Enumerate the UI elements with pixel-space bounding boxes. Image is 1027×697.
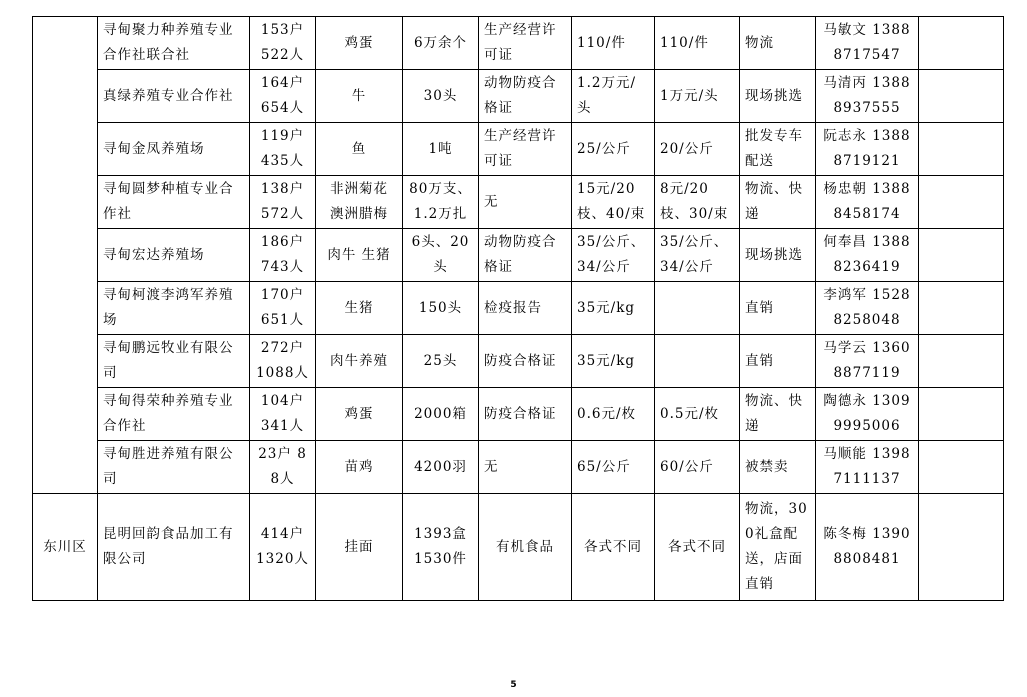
table-row — [33, 123, 1004, 176]
name-cell: 寻甸金凤养殖场 — [98, 123, 250, 176]
contact-cell: 陈冬梅 13908808481 — [816, 494, 919, 601]
price1-cell: 1.2万元/头 — [572, 70, 655, 123]
table-row — [33, 17, 1004, 70]
households-cell: 119户 435人 — [250, 123, 316, 176]
name-cell: 寻甸鹏远牧业有限公司 — [98, 335, 250, 388]
channel-cell: 直销 — [740, 282, 816, 335]
contact-cell: 阮志永 13888719121 — [816, 123, 919, 176]
channel-cell: 被禁卖 — [740, 441, 816, 494]
price1-cell: 25/公斤 — [572, 123, 655, 176]
note-cell — [919, 388, 1004, 441]
price1-cell: 0.6元/枚 — [572, 388, 655, 441]
product-table — [32, 16, 1004, 601]
channel-cell: 物流、快递 — [740, 176, 816, 229]
channel-cell: 批发专车配送 — [740, 123, 816, 176]
households-cell: 104户 341人 — [250, 388, 316, 441]
output-cell: 150头 — [403, 282, 479, 335]
district-cell: 东川区 — [33, 494, 98, 601]
channel-cell: 物流、快递 — [740, 388, 816, 441]
product-cell: 鸡蛋 — [316, 17, 403, 70]
cert-cell: 生产经营许可证 — [479, 123, 572, 176]
price2-cell — [655, 282, 740, 335]
product-cell: 肉牛养殖 — [316, 335, 403, 388]
price2-cell: 35/公斤、34/公斤 — [655, 229, 740, 282]
price1-cell: 110/件 — [572, 17, 655, 70]
price2-cell — [655, 335, 740, 388]
cert-cell: 有机食品 — [479, 494, 572, 601]
product-cell: 生猪 — [316, 282, 403, 335]
note-cell — [919, 494, 1004, 601]
output-cell: 2000箱 — [403, 388, 479, 441]
price1-cell: 15元/20枝、40/束 — [572, 176, 655, 229]
contact-cell: 马清丙 13888937555 — [816, 70, 919, 123]
households-cell: 414户 1320人 — [250, 494, 316, 601]
contact-cell: 杨忠朝 13888458174 — [816, 176, 919, 229]
product-cell: 牛 — [316, 70, 403, 123]
product-cell: 苗鸡 — [316, 441, 403, 494]
cert-cell: 无 — [479, 176, 572, 229]
product-cell: 挂面 — [316, 494, 403, 601]
product-cell: 肉牛 生猪 — [316, 229, 403, 282]
cert-cell: 动物防疫合格证 — [479, 70, 572, 123]
note-cell — [919, 70, 1004, 123]
price2-cell: 1万元/头 — [655, 70, 740, 123]
district-cell — [33, 17, 98, 494]
product-cell: 鱼 — [316, 123, 403, 176]
note-cell — [919, 17, 1004, 70]
name-cell: 真绿养殖专业合作社 — [98, 70, 250, 123]
contact-cell: 马敏文 13888717547 — [816, 17, 919, 70]
output-cell: 4200羽 — [403, 441, 479, 494]
table-row — [33, 282, 1004, 335]
households-cell: 138户 572人 — [250, 176, 316, 229]
households-cell: 170户 651人 — [250, 282, 316, 335]
cert-cell: 防疫合格证 — [479, 335, 572, 388]
note-cell — [919, 441, 1004, 494]
price2-cell: 8元/20枝、30/束 — [655, 176, 740, 229]
channel-cell: 直销 — [740, 335, 816, 388]
product-cell: 非洲菊花 澳洲腊梅 — [316, 176, 403, 229]
product-cell: 鸡蛋 — [316, 388, 403, 441]
households-cell: 153户 522人 — [250, 17, 316, 70]
contact-cell: 何奉昌 13888236419 — [816, 229, 919, 282]
price1-cell: 65/公斤 — [572, 441, 655, 494]
name-cell: 寻甸聚力种养殖专业合作社联合社 — [98, 17, 250, 70]
output-cell: 25头 — [403, 335, 479, 388]
note-cell — [919, 335, 1004, 388]
price2-cell: 20/公斤 — [655, 123, 740, 176]
cert-cell: 生产经营许可证 — [479, 17, 572, 70]
output-cell: 1393盒 1530件 — [403, 494, 479, 601]
name-cell: 寻甸宏达养殖场 — [98, 229, 250, 282]
households-cell: 164户 654人 — [250, 70, 316, 123]
note-cell — [919, 229, 1004, 282]
price1-cell: 各式不同 — [572, 494, 655, 601]
channel-cell: 现场挑选 — [740, 70, 816, 123]
output-cell: 80万支、1.2万扎 — [403, 176, 479, 229]
price2-cell: 0.5元/枚 — [655, 388, 740, 441]
contact-cell: 马学云 13608877119 — [816, 335, 919, 388]
contact-cell: 马顺能 13987111137 — [816, 441, 919, 494]
table-row — [33, 70, 1004, 123]
note-cell — [919, 123, 1004, 176]
channel-cell: 物流，300礼盒配送，店面直销 — [740, 494, 816, 601]
cert-cell: 防疫合格证 — [479, 388, 572, 441]
table-row — [33, 494, 1004, 601]
page-number: 5 — [510, 680, 517, 690]
output-cell: 6头、20头 — [403, 229, 479, 282]
name-cell: 寻甸圆梦种植专业合作社 — [98, 176, 250, 229]
name-cell: 寻甸柯渡李鸿军养殖场 — [98, 282, 250, 335]
note-cell — [919, 282, 1004, 335]
table-row — [33, 176, 1004, 229]
output-cell: 1吨 — [403, 123, 479, 176]
output-cell: 6万余个 — [403, 17, 479, 70]
table-row — [33, 335, 1004, 388]
contact-cell: 陶德永 13099995006 — [816, 388, 919, 441]
price2-cell: 各式不同 — [655, 494, 740, 601]
households-cell: 272户 1088人 — [250, 335, 316, 388]
name-cell: 寻甸得荣种养殖专业合作社 — [98, 388, 250, 441]
output-cell: 30头 — [403, 70, 479, 123]
price2-cell: 110/件 — [655, 17, 740, 70]
cert-cell: 动物防疫合格证 — [479, 229, 572, 282]
name-cell: 昆明回韵食品加工有限公司 — [98, 494, 250, 601]
cert-cell: 检疫报告 — [479, 282, 572, 335]
households-cell: 23户 88人 — [250, 441, 316, 494]
households-cell: 186户 743人 — [250, 229, 316, 282]
contact-cell: 李鸿军 15288258048 — [816, 282, 919, 335]
price1-cell: 35元/kg — [572, 282, 655, 335]
price1-cell: 35元/kg — [572, 335, 655, 388]
table-row — [33, 229, 1004, 282]
price2-cell: 60/公斤 — [655, 441, 740, 494]
channel-cell: 现场挑选 — [740, 229, 816, 282]
note-cell — [919, 176, 1004, 229]
table-row — [33, 441, 1004, 494]
name-cell: 寻甸胜进养殖有限公司 — [98, 441, 250, 494]
cert-cell: 无 — [479, 441, 572, 494]
channel-cell: 物流 — [740, 17, 816, 70]
table-row — [33, 388, 1004, 441]
price1-cell: 35/公斤、34/公斤 — [572, 229, 655, 282]
